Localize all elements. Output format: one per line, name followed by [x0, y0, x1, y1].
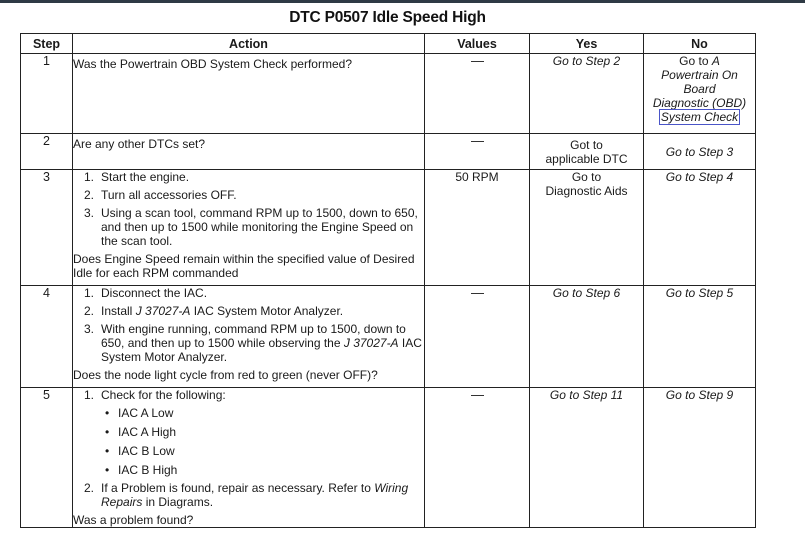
action-step: 2. Install J 37027-A IAC System Motor Analyzer. — [84, 304, 344, 318]
action-step: 1. Check for the following: • IAC A Low • IAC A High • IAC B Low • IAC B High — [73, 388, 424, 477]
action-cell — [73, 170, 425, 286]
no-link-line1[interactable]: Go to A — [679, 54, 720, 68]
bullet-icon: • — [105, 425, 110, 439]
step-number: 3 — [21, 170, 73, 286]
action-step: 3. With engine running, command RPM up to 1500, down to 650, and then up to 1500 while observing the J 37027-A IAC System Motor Analyzer. — [84, 322, 422, 364]
step-number: 5 — [21, 388, 73, 528]
page-title: DTC P0507 Idle Speed High — [289, 9, 486, 26]
yes-link-line1[interactable]: Go to — [571, 170, 602, 184]
check-item: • IAC A Low — [105, 406, 174, 420]
no-link-line4[interactable]: Diagnostic (OBD) — [652, 96, 747, 110]
no-cell[interactable] — [644, 54, 756, 134]
header-no: No — [644, 34, 756, 54]
check-item: • IAC B Low — [105, 444, 175, 458]
action-step: 3. Using a scan tool, command RPM up to 1500, down to 650, and then up to 1500 while monitoring the Engine Speed on the scan tool. — [84, 206, 418, 248]
dash-icon — [471, 61, 484, 62]
action-question: Was a problem found? — [73, 513, 194, 527]
yes-link-line2[interactable]: Diagnostic Aids — [545, 184, 628, 198]
dash-icon — [471, 141, 484, 142]
bullet-icon: • — [105, 444, 110, 458]
no-cell[interactable] — [644, 134, 756, 170]
no-cell[interactable] — [644, 286, 756, 388]
check-item: • IAC B High — [105, 463, 178, 477]
dash-icon — [471, 395, 484, 396]
header-yes: Yes — [530, 34, 644, 54]
yes-link-line2[interactable]: applicable DTC — [545, 151, 628, 166]
dtc-table — [20, 33, 756, 528]
header-step: Step — [21, 34, 73, 54]
table-row — [21, 54, 756, 134]
action-step: 2. Turn all accessories OFF. — [84, 188, 237, 202]
action-step: 1. Start the engine. — [84, 170, 190, 184]
yes-link[interactable]: Go to Step 6 — [552, 286, 621, 300]
action-step: 1. Disconnect the IAC. — [84, 286, 208, 300]
action-question: Was the Powertrain OBD System Check performed? — [73, 57, 352, 71]
action-steps-list — [73, 286, 424, 364]
check-list — [101, 406, 424, 477]
dash-icon — [471, 293, 484, 294]
yes-cell[interactable] — [530, 286, 644, 388]
action-question: Does the node light cycle from red to green (never OFF)? — [73, 368, 378, 382]
no-link[interactable]: Go to Step 3 — [665, 144, 734, 159]
values-cell — [425, 134, 530, 170]
action-steps-list — [73, 170, 424, 248]
no-link-line2[interactable]: Powertrain On — [661, 68, 738, 82]
action-cell — [73, 134, 425, 170]
wiring-repairs-reference: Wiring Repairs — [101, 481, 409, 509]
yes-cell[interactable] — [530, 54, 644, 134]
no-link-line3[interactable]: Board — [683, 82, 716, 96]
action-cell — [73, 388, 425, 528]
check-item: • IAC A High — [105, 425, 177, 439]
header-values: Values — [425, 34, 530, 54]
no-link[interactable]: Go to Step 9 — [665, 388, 734, 402]
step-number: 1 — [21, 54, 73, 134]
no-link[interactable]: Go to Step 4 — [665, 170, 734, 184]
header-action: Action — [73, 34, 425, 54]
yes-link[interactable]: Go to Step 11 — [549, 388, 624, 402]
bullet-icon: • — [105, 406, 110, 420]
action-steps-list — [73, 388, 424, 509]
table-row — [21, 170, 756, 286]
system-check-link[interactable]: System Check — [660, 110, 739, 124]
tool-reference: J 37027-A — [135, 304, 191, 318]
top-window-bar — [0, 0, 805, 3]
table-header-row — [21, 34, 756, 54]
yes-link[interactable]: Go to Step 2 — [552, 54, 621, 68]
table-row — [21, 286, 756, 388]
yes-cell[interactable] — [530, 388, 644, 528]
action-cell — [73, 286, 425, 388]
action-step: 2. If a Problem is found, repair as necessary. Refer to Wiring Repairs in Diagrams. — [84, 481, 409, 509]
values-cell: 50 RPM — [425, 170, 530, 286]
yes-cell[interactable] — [530, 170, 644, 286]
yes-link-line1[interactable]: Got to — [570, 137, 603, 152]
values-cell — [425, 54, 530, 134]
action-cell — [73, 54, 425, 134]
step-number: 4 — [21, 286, 73, 388]
action-question: Does Engine Speed remain within the specified value of Desired Idle for each RPM commanded — [73, 252, 415, 280]
values-cell — [425, 388, 530, 528]
tool-reference: J 37027-A — [343, 336, 399, 350]
table-row — [21, 388, 756, 528]
action-question: Are any other DTCs set? — [73, 137, 206, 151]
bullet-icon: • — [105, 463, 110, 477]
values-cell — [425, 286, 530, 388]
no-link[interactable]: Go to Step 5 — [665, 286, 734, 300]
no-cell[interactable] — [644, 388, 756, 528]
yes-cell[interactable] — [530, 134, 644, 170]
step-number: 2 — [21, 134, 73, 170]
table-row — [21, 134, 756, 170]
no-cell[interactable] — [644, 170, 756, 286]
